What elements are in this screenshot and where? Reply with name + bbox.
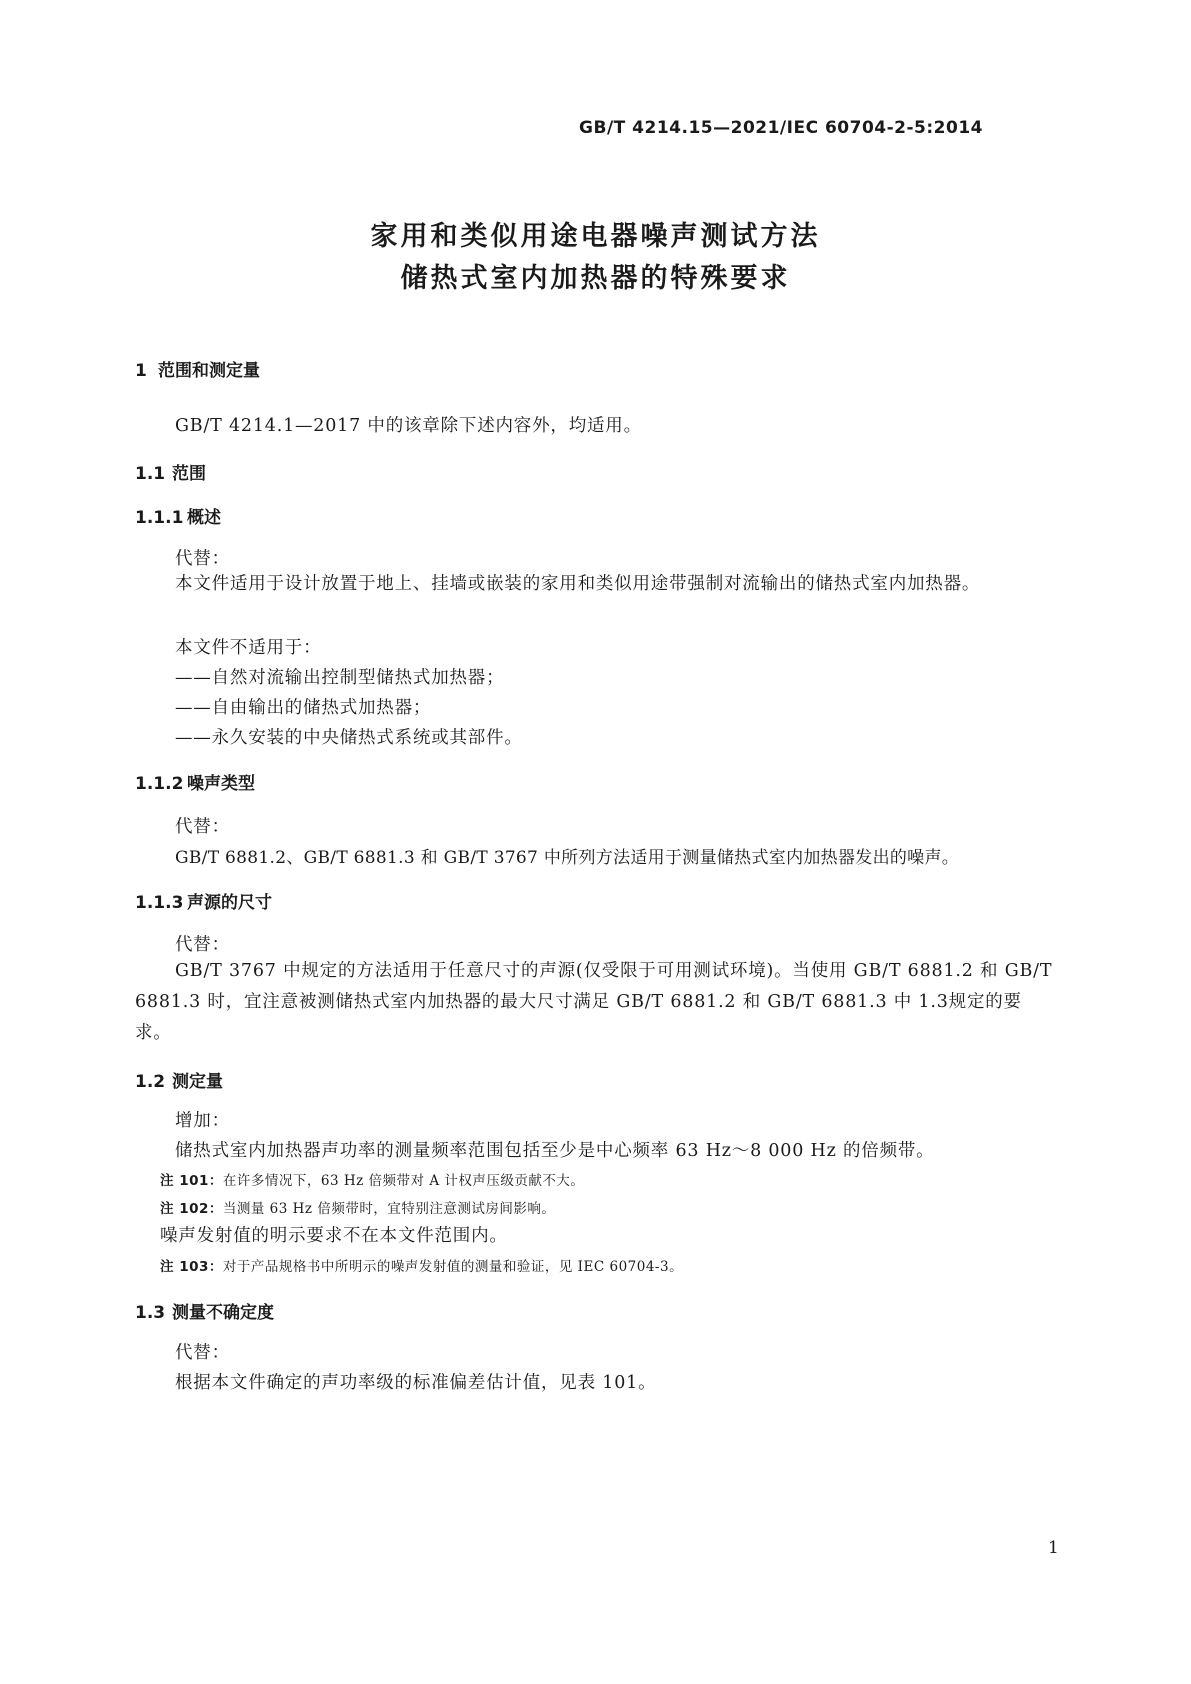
measurement-range-paragraph: 储热式室内加热器声功率的测量频率范围包括至少是中心频率 63 Hz～8 000 Hz 的倍频带。 — [175, 1141, 935, 1161]
section-number: 1.1.2 — [135, 774, 184, 794]
declaration-paragraph: 噪声发射值的明示要求不在本文件范围内。 — [160, 1226, 508, 1246]
section-number: 1.2 — [135, 1072, 166, 1092]
section-1-heading — [135, 356, 260, 381]
add-label: 增加： — [175, 1111, 230, 1131]
replace-label: 代替： — [175, 817, 230, 837]
uncertainty-paragraph: 根据本文件确定的声功率级的标准偏差估计值，见表 101。 — [175, 1373, 657, 1393]
exclusion-intro: 本文件不适用于： — [175, 638, 322, 658]
exclusion-item: ——自由输出的储热式加热器； — [175, 698, 432, 718]
section-title: 范围 — [172, 464, 206, 484]
standard-code-header: GB/T 4214.15—2021/IEC 60704-2-5:2014 — [579, 118, 983, 138]
section-1-3-heading — [135, 1298, 274, 1323]
scope-paragraph: 本文件适用于设计放置于地上、挂墙或嵌装的家用和类似用途带强制对流输出的储热式室内加热器。 — [175, 574, 981, 594]
section-1-2-heading — [135, 1067, 223, 1092]
note-101: 注 101：在许多情况下，63 Hz 倍频带对 A 计权声压级贡献不大。 — [160, 1173, 585, 1189]
section-number: 1.3 — [135, 1303, 166, 1323]
section-1-1-heading — [135, 459, 206, 484]
section-title: 测量不确定度 — [172, 1303, 274, 1323]
section-title: 噪声类型 — [187, 774, 255, 794]
note-103: 注 103：对于产品规格书中所明示的噪声发射值的测量和验证，见 IEC 60704-3。 — [160, 1259, 684, 1275]
replace-label: 代替： — [175, 935, 230, 955]
page-number: 1 — [1048, 1538, 1059, 1558]
replace-label: 代替： — [175, 549, 230, 569]
section-number: 1 — [135, 361, 147, 381]
exclusion-item: ——自然对流输出控制型储热式加热器； — [175, 668, 505, 688]
section-title: 测定量 — [172, 1072, 223, 1092]
section-title: 概述 — [187, 508, 221, 528]
document-title-line2: 储热式室内加热器的特殊要求 — [400, 263, 791, 294]
section-title: 范围和测定量 — [158, 361, 260, 381]
source-size-paragraph: GB/T 3767 中规定的方法适用于任意尺寸的声源(仅受限于可用测试环境)。当使用 GB/T 6881.2 和 GB/T 6881.3 时，宜注意被测储热式室内加热器的最大尺寸满足 GB/T 6881.2 和 GB/T 6881.3 中 1.3规定的要求。 — [135, 961, 1053, 1043]
noise-type-paragraph: GB/T 6881.2、GB/T 6881.3 和 GB/T 3767 中所列方法适用于测量储热式室内加热器发出的噪声。 — [175, 848, 960, 868]
section-1-1-2-heading — [135, 769, 255, 794]
section-1-1-3-heading — [135, 888, 272, 913]
note-102: 注 102：当测量 63 Hz 倍频带时，宜特别注意测试房间影响。 — [160, 1201, 556, 1217]
section-1-intro: GB/T 4214.1—2017 中的该章除下述内容外，均适用。 — [175, 416, 642, 436]
section-title: 声源的尺寸 — [187, 893, 272, 913]
section-number: 1.1 — [135, 464, 166, 484]
replace-label: 代替： — [175, 1343, 230, 1363]
document-title-line1: 家用和类似用途电器噪声测试方法 — [370, 221, 821, 252]
section-number: 1.1.1 — [135, 508, 184, 528]
section-number: 1.1.3 — [135, 893, 184, 913]
exclusion-item: ——永久安装的中央储热式系统或其部件。 — [175, 728, 523, 748]
section-1-1-1-heading — [135, 503, 221, 528]
